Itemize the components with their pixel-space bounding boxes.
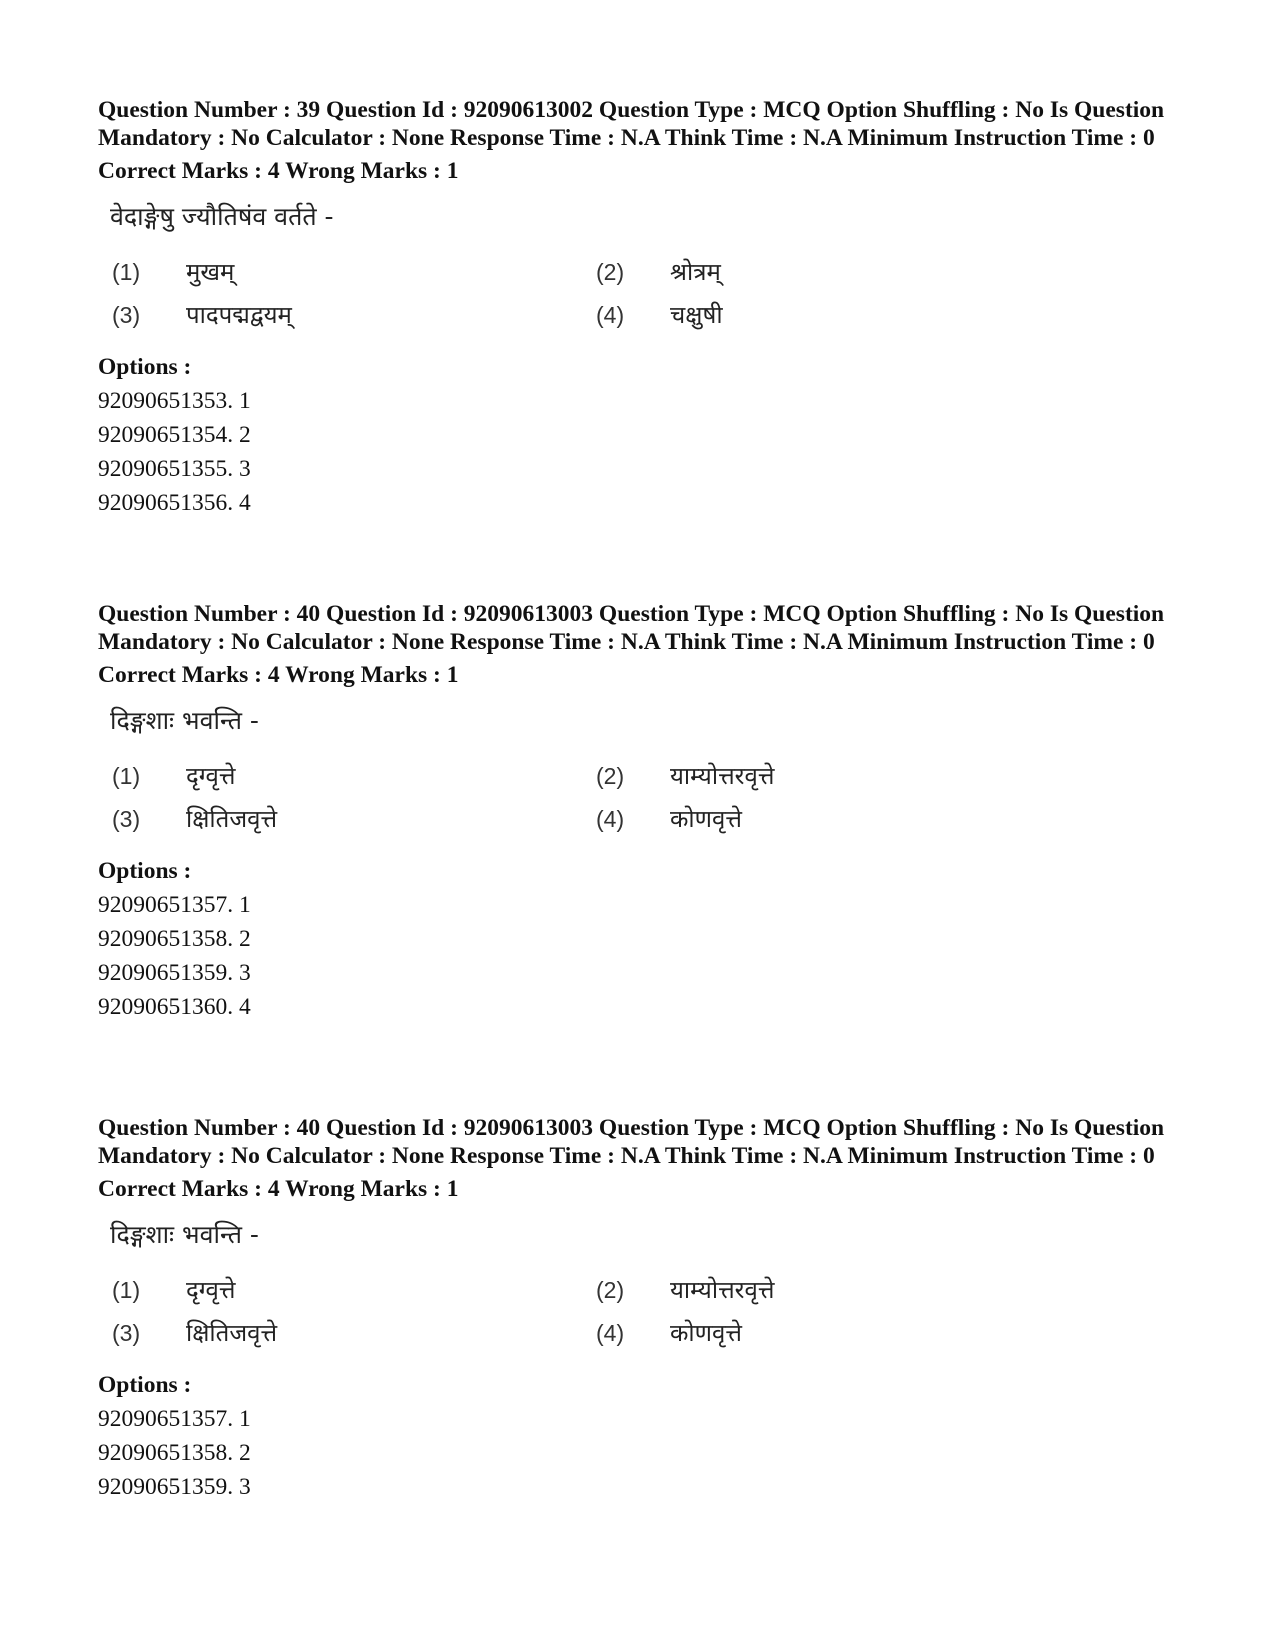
- question-text: दिङ्गशाः भवन्ति -: [110, 706, 259, 735]
- options-label: Options :: [98, 1372, 192, 1398]
- choice-1: [112, 1273, 235, 1306]
- choice-2: [596, 1273, 774, 1306]
- question-image: [98, 1211, 1188, 1361]
- choice-text: याम्योत्तरवृत्ते: [670, 1276, 775, 1304]
- choice-number: (1): [112, 763, 141, 789]
- option-item: 92090651356. 4: [98, 490, 251, 516]
- choice-number: (2): [596, 763, 625, 789]
- choice-4: [596, 1316, 742, 1349]
- option-item: 92090651358. 2: [98, 1440, 251, 1466]
- question-marks: Correct Marks : 4 Wrong Marks : 1: [98, 158, 459, 184]
- option-item: 92090651355. 3: [98, 456, 251, 482]
- choice-number: (3): [112, 806, 141, 832]
- choice-text: पादपद्मद्वयम्: [186, 301, 292, 329]
- choice-3: [112, 298, 292, 331]
- choice-number: (1): [112, 259, 141, 285]
- choice-number: (3): [112, 302, 141, 328]
- option-item: 92090651359. 3: [98, 1474, 251, 1500]
- question-block-39: [98, 96, 1188, 520]
- question-meta: Question Number : 40 Question Id : 92090613003 Question Type : MCQ Option Shuffling : No Is Question Mandatory : No Calculator : None Response Time : N.A Think Time : N.A Minimum Instruction Time : 0: [98, 1115, 1165, 1169]
- choice-text: श्रोत्रम्: [670, 258, 721, 286]
- choice-3: [112, 802, 277, 835]
- question-image: [98, 697, 1188, 847]
- choice-number: (4): [596, 1320, 625, 1346]
- question-text: दिङ्गशाः भवन्ति -: [110, 1220, 259, 1249]
- option-item: 92090651353. 1: [98, 388, 251, 414]
- question-image: [98, 193, 1188, 343]
- choice-text: याम्योत्तरवृत्ते: [670, 762, 775, 790]
- choice-4: [596, 802, 742, 835]
- options-list: [98, 384, 1188, 520]
- options-label: Options :: [98, 354, 192, 380]
- option-item: 92090651354. 2: [98, 422, 251, 448]
- choice-2: [596, 255, 721, 288]
- choice-text: दृग्वृत्ते: [186, 762, 236, 790]
- choice-text: क्षितिजवृत्ते: [186, 1319, 278, 1347]
- question-block-40: [98, 600, 1188, 1024]
- choice-4: [596, 298, 723, 331]
- option-item: 92090651359. 3: [98, 960, 251, 986]
- question-marks: Correct Marks : 4 Wrong Marks : 1: [98, 662, 459, 688]
- choice-number: (4): [596, 806, 625, 832]
- question-meta: Question Number : 39 Question Id : 92090613002 Question Type : MCQ Option Shuffling : No Is Question Mandatory : No Calculator : None Response Time : N.A Think Time : N.A Minimum Instruction Time : 0: [98, 97, 1165, 151]
- choice-number: (1): [112, 1277, 141, 1303]
- question-meta: Question Number : 40 Question Id : 92090613003 Question Type : MCQ Option Shuffling : No Is Question Mandatory : No Calculator : None Response Time : N.A Think Time : N.A Minimum Instruction Time : 0: [98, 601, 1165, 655]
- choice-1: [112, 255, 234, 288]
- choice-text: कोणवृत्ते: [670, 1319, 742, 1347]
- choice-text: चक्षुषी: [670, 301, 723, 329]
- options-list: [98, 888, 1188, 1024]
- option-item: 92090651357. 1: [98, 892, 251, 918]
- option-item: 92090651360. 4: [98, 994, 251, 1020]
- choice-1: [112, 759, 235, 792]
- choice-2: [596, 759, 774, 792]
- choice-text: मुखम्: [186, 258, 235, 286]
- choice-text: क्षितिजवृत्ते: [186, 805, 278, 833]
- options-label: Options :: [98, 858, 192, 884]
- question-text: वेदाङ्गेषु ज्यौतिषंव वर्तते -: [110, 202, 334, 231]
- options-list: [98, 1402, 1188, 1504]
- question-marks: Correct Marks : 4 Wrong Marks : 1: [98, 1176, 459, 1202]
- choice-number: (4): [596, 302, 625, 328]
- question-block-40-repeat: [98, 1114, 1188, 1504]
- option-item: 92090651357. 1: [98, 1406, 251, 1432]
- choice-number: (2): [596, 259, 625, 285]
- choice-text: दृग्वृत्ते: [186, 1276, 236, 1304]
- choice-text: कोणवृत्ते: [670, 805, 742, 833]
- choice-number: (3): [112, 1320, 141, 1346]
- choice-number: (2): [596, 1277, 625, 1303]
- choice-3: [112, 1316, 277, 1349]
- option-item: 92090651358. 2: [98, 926, 251, 952]
